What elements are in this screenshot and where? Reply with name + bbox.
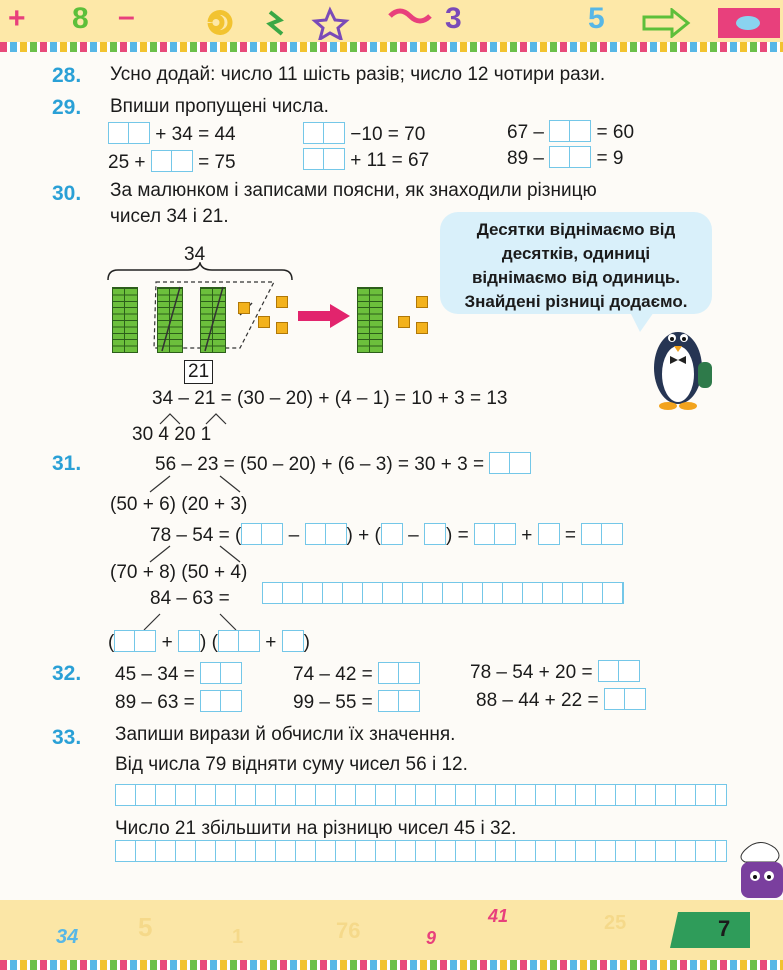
bubble-line: Десятки віднімаємо від bbox=[476, 220, 676, 239]
deco-five: 5 bbox=[588, 2, 605, 35]
unit-cube bbox=[416, 296, 428, 308]
ex31-split2: (70 + 8) (50 + 4) bbox=[110, 562, 248, 583]
page-number-tab bbox=[670, 912, 750, 948]
answer-cells[interactable] bbox=[108, 122, 150, 144]
answer-cells[interactable] bbox=[114, 630, 156, 652]
unit-cube bbox=[238, 302, 250, 314]
label-34: 34 bbox=[184, 244, 206, 265]
exercise-31-number: 31. bbox=[52, 452, 82, 475]
speech-bubble bbox=[440, 212, 712, 314]
ex31-eq2: 78 – 54 = ( – ) + ( – ) = + = bbox=[150, 523, 623, 547]
deco-number: 1 bbox=[232, 926, 244, 948]
answer-cells[interactable] bbox=[489, 452, 531, 474]
ex32-a1: 45 – 34 = bbox=[115, 662, 242, 686]
pink-arrow-icon bbox=[296, 303, 352, 329]
answer-cells[interactable] bbox=[241, 523, 283, 545]
top-arrow-deco bbox=[640, 8, 780, 38]
deco-plus: + bbox=[8, 2, 26, 35]
exercise-30-number: 30. bbox=[52, 182, 82, 205]
ex31-eq3: 84 – 63 = bbox=[150, 588, 230, 609]
tens-block bbox=[112, 287, 138, 353]
deco-number: 76 bbox=[336, 918, 361, 943]
exercise-33-line2: Від числа 79 відняти суму чисел 56 і 12. bbox=[115, 754, 468, 775]
ex29-row2-col3: 89 – = 9 bbox=[507, 148, 624, 169]
answer-cells[interactable] bbox=[378, 690, 420, 712]
answer-cells[interactable] bbox=[604, 688, 646, 710]
top-squiggles bbox=[190, 4, 450, 40]
answer-cells[interactable] bbox=[305, 523, 347, 545]
bubble-line: Знайдені різниці додаємо. bbox=[464, 292, 688, 311]
exercise-28-number: 28. bbox=[52, 64, 82, 87]
deco-number: 9 bbox=[426, 928, 437, 948]
unit-cube bbox=[398, 316, 410, 328]
exercise-33-line1: Запиши вирази й обчисли їх значення. bbox=[115, 724, 456, 745]
deco-number: 41 bbox=[488, 906, 509, 926]
monster-mascot-icon bbox=[735, 840, 783, 900]
top-stripe bbox=[0, 42, 783, 52]
split-arrows bbox=[120, 474, 270, 494]
ex32-b1: 89 – 63 = bbox=[115, 690, 242, 714]
exercise-28-text: Усно додай: число 11 шість разів; число 12 чотири рази. bbox=[110, 64, 606, 85]
exercise-30-line2: чисел 34 і 21. bbox=[110, 206, 229, 227]
answer-cells[interactable] bbox=[378, 662, 420, 684]
split-arrows bbox=[130, 612, 260, 632]
answer-cells[interactable] bbox=[200, 690, 242, 712]
deco-number: 34 bbox=[56, 926, 79, 948]
answer-grid[interactable] bbox=[262, 582, 624, 604]
answer-cells[interactable] bbox=[598, 660, 640, 682]
ex29-row1-col3: 67 – = 60 bbox=[507, 122, 635, 143]
unit-cube bbox=[416, 322, 428, 334]
ex30-split: 30 4 20 1 bbox=[132, 424, 212, 445]
deco-number: 25 bbox=[604, 912, 627, 934]
unit-cube bbox=[258, 316, 270, 328]
result-tens-block bbox=[357, 287, 383, 353]
answer-cell[interactable] bbox=[282, 630, 304, 652]
ex31-split3: ( + ) ( + ) bbox=[108, 632, 310, 653]
bubble-line: віднімаємо від одиниць. bbox=[471, 268, 681, 287]
penguin-icon bbox=[648, 312, 714, 412]
ex32-b3: 88 – 44 + 22 = bbox=[476, 688, 646, 712]
exercise-29-number: 29. bbox=[52, 96, 82, 119]
answer-cells[interactable] bbox=[200, 662, 242, 684]
ex32-a2: 74 – 42 = bbox=[293, 662, 420, 686]
exercise-30-line1: За малюнком і записами поясни, як знаходили різницю bbox=[110, 180, 597, 201]
answer-cells[interactable] bbox=[474, 523, 516, 545]
exercise-33-line3: Число 21 збільшити на різницю чисел 45 і 32. bbox=[115, 818, 517, 839]
answer-cell[interactable] bbox=[178, 630, 200, 652]
ex29-row2-col2: + 11 = 67 bbox=[303, 148, 429, 172]
unit-cube bbox=[276, 322, 288, 334]
deco-number: 5 bbox=[138, 912, 153, 942]
ex31-split1: (50 + 6) (20 + 3) bbox=[110, 494, 248, 515]
ex32-a3: 78 – 54 + 20 = bbox=[470, 660, 640, 684]
ex32-b2: 99 – 55 = bbox=[293, 690, 420, 714]
answer-cells[interactable] bbox=[581, 523, 623, 545]
ex29-row1-col1: + 34 = 44 bbox=[108, 122, 236, 146]
deco-eight: 8 bbox=[72, 2, 89, 35]
answer-cells[interactable] bbox=[151, 150, 193, 172]
ex29-row2-col1: 25 + = 75 bbox=[108, 152, 236, 173]
page-number: 7 bbox=[718, 916, 731, 941]
answer-cell[interactable] bbox=[538, 523, 560, 545]
answer-cells[interactable] bbox=[549, 120, 591, 142]
bottom-stripe bbox=[0, 960, 783, 970]
ex29-row1-col2: −10 = 70 bbox=[303, 122, 425, 146]
answer-cell[interactable] bbox=[424, 523, 446, 545]
deco-minus: – bbox=[118, 0, 135, 33]
deco-three: 3 bbox=[445, 2, 462, 35]
bubble-line: десятків, одиниці bbox=[501, 244, 651, 263]
exercise-32-number: 32. bbox=[52, 662, 82, 685]
answer-cells[interactable] bbox=[303, 148, 345, 170]
ex30-equation: 34 – 21 = (30 – 20) + (4 – 1) = 10 + 3 = 13 bbox=[152, 388, 508, 409]
answer-cells[interactable] bbox=[218, 630, 260, 652]
ex31-eq1: 56 – 23 = (50 – 20) + (6 – 3) = 30 + 3 = bbox=[155, 452, 531, 476]
split-arrows bbox=[120, 544, 270, 564]
answer-cells[interactable] bbox=[303, 122, 345, 144]
exercise-29-text: Впиши пропущені числа. bbox=[110, 96, 329, 117]
answer-cells[interactable] bbox=[549, 146, 591, 168]
answer-cell[interactable] bbox=[381, 523, 403, 545]
exercise-33-number: 33. bbox=[52, 726, 82, 749]
unit-cube bbox=[276, 296, 288, 308]
answer-grid[interactable] bbox=[115, 840, 727, 862]
answer-grid[interactable] bbox=[115, 784, 727, 806]
label-21: 21 bbox=[184, 360, 213, 384]
